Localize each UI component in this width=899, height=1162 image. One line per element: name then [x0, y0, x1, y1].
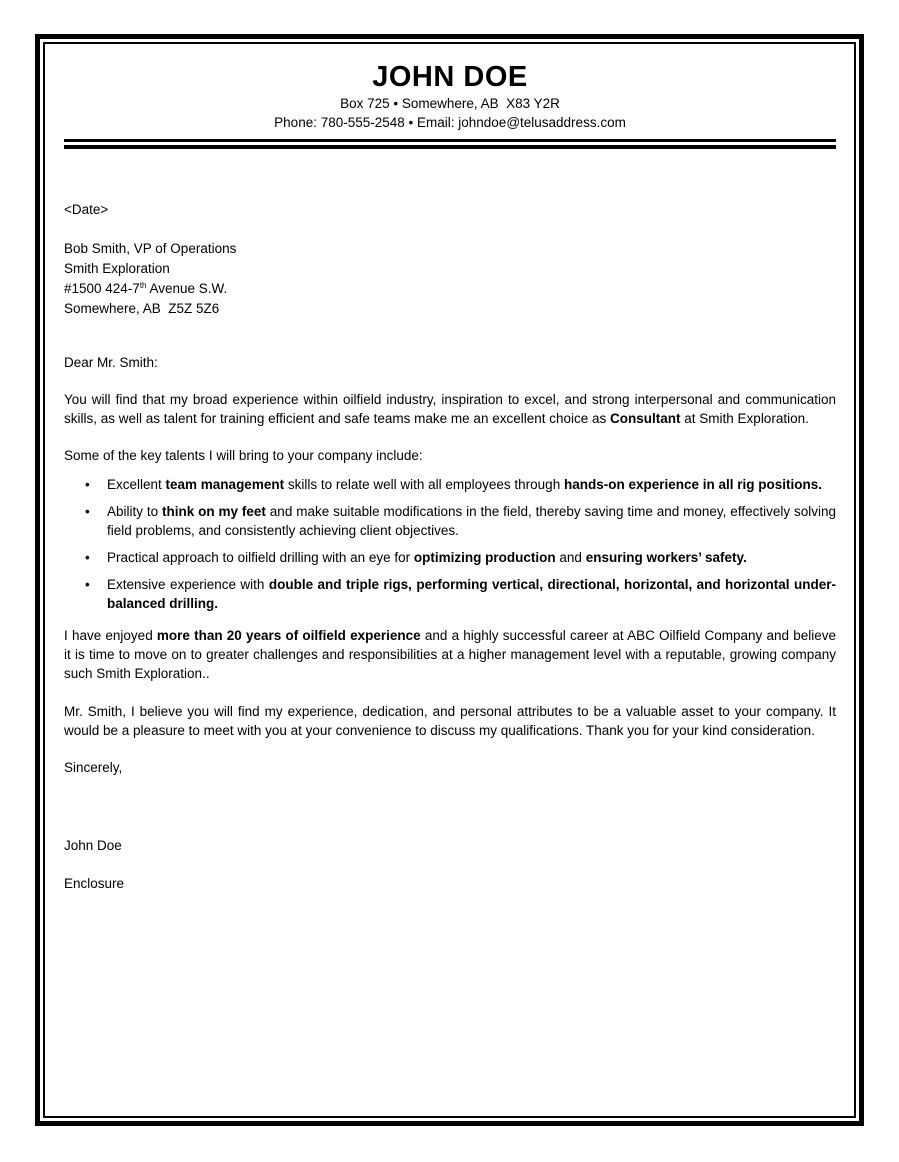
text-run: Avenue S.W.	[146, 281, 228, 296]
talent-bullet-item	[107, 548, 836, 567]
signature-name: John Doe	[64, 838, 122, 853]
text-run: double and triple rigs, performing vertical, directional, horizontal, and horizontal under-balanced drilling.	[107, 577, 836, 611]
date-placeholder: <Date>	[64, 202, 109, 217]
recipient-line	[64, 279, 836, 299]
text-run: ensuring workers’ safety.	[585, 550, 747, 565]
talents-lead-line	[64, 446, 836, 465]
text-run: and a highly successful career at ABC Oilfield Company and believe it is time to move on to greater challenges and responsibilities at a higher management level with a reputable, growing company such Smith Exploration..	[64, 628, 836, 681]
letter-content	[45, 44, 854, 1116]
text-run: I have enjoyed	[64, 628, 157, 643]
text-run: Practical approach to oilfield drilling with an eye for	[107, 550, 414, 565]
talent-bullet-item	[107, 475, 836, 494]
recipient-line	[64, 259, 836, 279]
text-run: Mr. Smith, I believe you will find my experience, dedication, and personal attributes to be a valuable asset to your company. It would be a pleasure to meet with you at your convenience to discuss my qualifications. Thank you for your kind consideration.	[64, 704, 836, 738]
text-run: Bob Smith, VP of Operations	[64, 241, 237, 256]
header-divider-rule	[64, 139, 836, 149]
text-run: hands-on experience in all rig positions.	[563, 477, 823, 492]
letterhead-contact: Phone: 780-555-2548 • Email: johndoe@telusaddress.com	[274, 115, 626, 130]
talents-list	[64, 475, 836, 613]
text-run: and	[555, 550, 586, 565]
text-run: at Smith Exploration.	[680, 411, 809, 426]
career-paragraph	[64, 626, 836, 683]
letterhead-address: Box 725 • Somewhere, AB X83 Y2R	[340, 96, 560, 111]
text-run: skills to relate well with all employees through	[284, 477, 564, 492]
text-run: Excellent	[107, 477, 166, 492]
recipient-line	[64, 239, 836, 259]
closing-paragraph	[64, 702, 836, 740]
enclosure-note: Enclosure	[64, 876, 125, 891]
text-run: Ability to	[107, 504, 163, 519]
text-run: #1500 424-7	[64, 281, 140, 296]
text-run: Smith Exploration	[64, 261, 170, 276]
text-run: think on my feet	[162, 504, 266, 519]
letterhead	[64, 61, 836, 132]
valediction: Sincerely,	[64, 760, 123, 775]
text-run: You will find that my broad experience within oilfield industry, inspiration to excel, and strong interpersonal and communication skills, as well as talent for training efficient and safe teams make me an excellent choice as	[64, 392, 836, 426]
text-run: more than 20 years of oilfield experience	[156, 628, 421, 643]
text-run: and make suitable modifications in the field, thereby saving time and money, effectively solving field problems, and consistently achieving client objectives.	[107, 504, 836, 538]
salutation: Dear Mr. Smith:	[64, 355, 158, 370]
letterhead-name: JOHN DOE	[372, 61, 528, 93]
talent-bullet-item	[107, 502, 836, 540]
intro-paragraph	[64, 390, 836, 428]
talent-bullet-item	[107, 575, 836, 613]
text-run: Somewhere, AB Z5Z 5Z6	[64, 301, 220, 316]
page-border-inner-line	[43, 42, 856, 1118]
text-run: Some of the key talents I will bring to your company include:	[64, 448, 423, 463]
recipient-block	[64, 239, 836, 319]
text-run: th	[139, 281, 147, 290]
page-border	[35, 34, 864, 1126]
text-run: optimizing production	[413, 550, 556, 565]
text-run: Consultant	[610, 411, 681, 426]
text-run: Extensive experience with	[107, 577, 269, 592]
recipient-line	[64, 299, 836, 319]
text-run: team management	[165, 477, 285, 492]
